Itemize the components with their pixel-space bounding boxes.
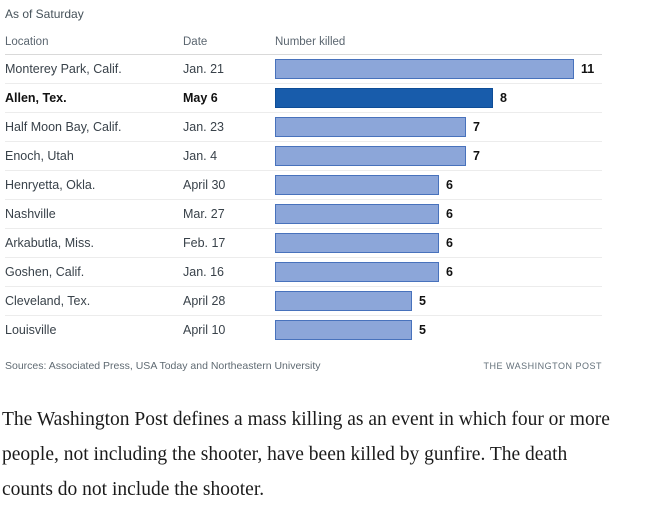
bar-cell — [275, 88, 602, 108]
location-label: Henryetta, Okla. — [5, 178, 96, 192]
table-row — [5, 171, 602, 200]
location-label: Goshen, Calif. — [5, 265, 85, 279]
table-row — [5, 229, 602, 258]
date-label: April 28 — [183, 294, 226, 308]
location-label: Arkabutla, Miss. — [5, 236, 94, 250]
date-label: April 10 — [183, 323, 226, 337]
value-label: 6 — [446, 207, 453, 221]
publisher-credit: THE WASHINGTON POST — [483, 361, 602, 371]
value-label: 7 — [473, 120, 480, 134]
source-note: Sources: Associated Press, USA Today and Northeastern University — [5, 360, 321, 372]
date-label: May 6 — [183, 91, 218, 105]
bar — [275, 146, 466, 166]
column-header-location: Location — [5, 36, 49, 48]
bar — [275, 233, 439, 253]
table-row — [5, 113, 602, 142]
date-label: Jan. 21 — [183, 62, 225, 76]
table-row — [5, 287, 602, 316]
value-label: 6 — [446, 178, 453, 192]
location-label: Louisville — [5, 323, 57, 337]
bar — [275, 175, 439, 195]
value-label: 6 — [446, 265, 453, 279]
bar-cell — [275, 59, 602, 79]
location-label: Allen, Tex. — [5, 91, 67, 105]
table-row — [5, 258, 602, 287]
bar-cell — [275, 204, 602, 224]
date-label: Jan. 23 — [183, 120, 225, 134]
chart-subtitle: As of Saturday — [5, 7, 84, 21]
date-label: April 30 — [183, 178, 226, 192]
bar — [275, 262, 439, 282]
value-label: 5 — [419, 323, 426, 337]
date-label: Jan. 16 — [183, 265, 225, 279]
bar — [275, 88, 493, 108]
location-label: Cleveland, Tex. — [5, 294, 91, 308]
value-label: 6 — [446, 236, 453, 250]
location-label: Enoch, Utah — [5, 149, 74, 163]
value-label: 8 — [500, 91, 507, 105]
bar — [275, 204, 439, 224]
value-label: 5 — [419, 294, 426, 308]
bar-cell — [275, 262, 602, 282]
chart-footer — [5, 360, 602, 372]
table-row — [5, 84, 602, 113]
value-label: 11 — [581, 62, 595, 76]
location-label: Half Moon Bay, Calif. — [5, 120, 122, 134]
location-label: Nashville — [5, 207, 56, 221]
bar-cell — [275, 117, 602, 137]
bar-rows — [5, 55, 602, 344]
date-label: Feb. 17 — [183, 236, 226, 250]
bar-cell — [275, 320, 602, 340]
table-row — [5, 142, 602, 171]
value-label: 7 — [473, 149, 480, 163]
table-row — [5, 200, 602, 229]
table-row — [5, 55, 602, 84]
bar-cell — [275, 291, 602, 311]
bar — [275, 59, 574, 79]
date-label: Jan. 4 — [183, 149, 218, 163]
column-header-date: Date — [183, 36, 208, 48]
bar-cell — [275, 146, 602, 166]
date-label: Mar. 27 — [183, 207, 225, 221]
bar-cell — [275, 175, 602, 195]
column-header-row — [5, 36, 602, 55]
bar — [275, 117, 466, 137]
location-label: Monterey Park, Calif. — [5, 62, 122, 76]
bar-cell — [275, 233, 602, 253]
bar — [275, 291, 412, 311]
definition-paragraph: The Washington Post defines a mass killing as an event in which four or more people, not including the shooter, have been killed by gunfire. The death counts do not include the shooter. — [2, 409, 610, 500]
table-row — [5, 316, 602, 344]
bar — [275, 320, 412, 340]
column-header-number-killed: Number killed — [275, 36, 346, 48]
